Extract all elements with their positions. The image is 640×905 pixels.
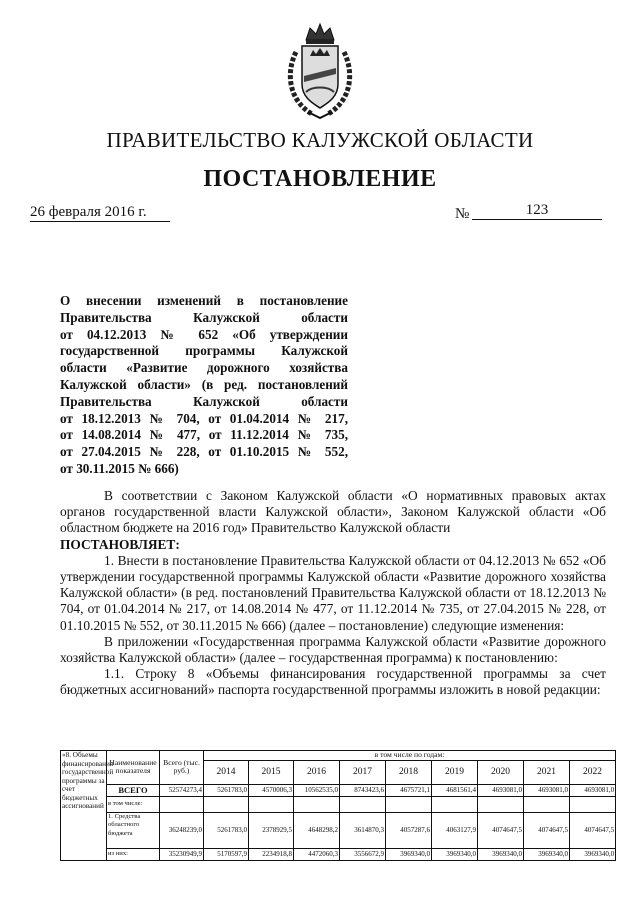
subject-line: Правительства Калужской области	[60, 393, 348, 409]
row-value: 4074647,5	[478, 812, 524, 848]
row-value: 4693081,0	[570, 784, 616, 796]
row-value: 2234918,8	[249, 848, 294, 860]
year-cell: 2022	[570, 760, 616, 784]
subject-line: от 04.12.2013 № 652 «Об утверждении	[60, 326, 348, 342]
document-type-title: ПОСТАНОВЛЕНИЕ	[203, 166, 437, 192]
government-title: ПРАВИТЕЛЬСТВО КАЛУЖСКОЙ ОБЛАСТИ	[106, 128, 534, 152]
row-total	[160, 796, 204, 812]
table-row	[61, 848, 616, 860]
row-value: 4675721,1	[386, 784, 432, 796]
row-total: 52574273,4	[160, 784, 204, 796]
table-header-row	[61, 751, 616, 761]
row-value: 5170597,9	[204, 848, 249, 860]
row-value: 3969340,0	[524, 848, 570, 860]
row-name: 1. Средства областного бюджета	[107, 812, 160, 848]
subject-line: государственной программы Калужской	[60, 343, 348, 359]
row-value	[294, 796, 340, 812]
year-cell: 2014	[204, 760, 249, 784]
row-value: 3614870,3	[340, 812, 386, 848]
row-value: 5261783,0	[204, 784, 249, 796]
financing-table	[60, 750, 616, 861]
decree-date: 26 февраля 2016 г.	[30, 204, 170, 222]
row-value: 4693081,0	[524, 784, 570, 796]
years-header: в том числе по годам:	[204, 751, 616, 761]
row-value: 4681561,4	[432, 784, 478, 796]
row-value: 10562535,0	[294, 784, 340, 796]
row-total: 35230949,9	[160, 848, 204, 860]
row-value	[386, 796, 432, 812]
preamble-paragraph: В соответствии с Законом Калужской области «О нормативных правовых актах органов государственной власти Калужской области», Законом Калужской области «Об областном бюджете на 2016 год» Правительство Калужской области	[60, 488, 606, 536]
subject-line: области «Развитие дорожного хозяйства	[60, 360, 348, 376]
year-cell: 2019	[432, 760, 478, 784]
row-value: 4063127,9	[432, 812, 478, 848]
decree-operative-word: ПОСТАНОВЛЯЕТ:	[60, 536, 180, 552]
row-value: 4648298,2	[294, 812, 340, 848]
subject-line: О внесении изменений в постановление	[60, 293, 348, 308]
row-value: 3556672,9	[340, 848, 386, 860]
row-value	[478, 796, 524, 812]
year-cell: 2020	[478, 760, 524, 784]
row-value	[340, 796, 386, 812]
decree-number: 123	[472, 202, 602, 220]
table-row	[61, 796, 616, 812]
row-value: 2378929,5	[249, 812, 294, 848]
row-total: 36248239,0	[160, 812, 204, 848]
row-value: 3969340,0	[478, 848, 524, 860]
subject-line: от 27.04.2015 № 228, от 01.10.2015 № 552,	[60, 444, 348, 460]
table-row	[61, 784, 616, 796]
row-value: 3969340,0	[570, 848, 616, 860]
year-cell: 2016	[294, 760, 340, 784]
year-cell: 2018	[386, 760, 432, 784]
row-value: 4693081,0	[478, 784, 524, 796]
decree-body	[60, 488, 606, 699]
decree-subject	[60, 293, 348, 478]
row-name: из них:	[107, 848, 160, 860]
clause-1-paragraph: 1. Внести в постановление Правительства Калужской области от 04.12.2013 № 652 «Об утверждении государственной программы Калужской области «Развитие дорожного хозяйства Калужской области» (в ред. постановлений Правительства Калужской области от 18.12.2013 № 704, от 01.04.2014 № 217, от 14.08.2014 № 477, от 11.12.2014 № 735, от 27.04.2015 № 228, от 01.10.2015 № 552, от 30.11.2015 № 666) (далее – постановление) следующие изменения:	[60, 552, 606, 633]
decree-number-label: №	[455, 206, 470, 222]
row-value: 4472060,3	[294, 848, 340, 860]
clause-1-1-paragraph: 1.1. Строку 8 «Объемы финансирования государственной программы за счет бюджетных ассигнований» паспорта государственной программы изложить в новой редакции:	[60, 666, 606, 698]
col-name-header: Наименование показателя	[107, 751, 160, 785]
row-value: 3969340,0	[386, 848, 432, 860]
subject-line: Калужской области» (в ред. постановлений	[60, 376, 348, 392]
subject-line: от 14.08.2014 № 477, от 11.12.2014 № 735,	[60, 427, 348, 443]
year-cell: 2017	[340, 760, 386, 784]
row-value	[249, 796, 294, 812]
row-name: ВСЕГО	[107, 784, 160, 796]
row-value	[524, 796, 570, 812]
row-value	[204, 796, 249, 812]
subject-line: от 18.12.2013 № 704, от 01.04.2014 № 217,	[60, 410, 348, 426]
table-row	[61, 812, 616, 848]
row-value: 8743423,6	[340, 784, 386, 796]
row-value: 4074647,5	[524, 812, 570, 848]
appendix-paragraph: В приложении «Государственная программа Калужской области «Развитие дорожного хозяйства Калужской области» (далее – государственная программа) к постановлению:	[60, 633, 606, 666]
row-value: 4057287,6	[386, 812, 432, 848]
subject-line: от 30.11.2015 № 666)	[60, 460, 179, 476]
subject-line: Правительства Калужской области	[60, 309, 348, 325]
table-row-label: «8. Объемы финансирования государственной программы за счет бюджетных ассигнований	[61, 751, 107, 861]
row-value	[570, 796, 616, 812]
row-value: 4570006,3	[249, 784, 294, 796]
year-cell: 2015	[249, 760, 294, 784]
row-name: в том числе:	[107, 796, 160, 812]
row-value: 4074647,5	[570, 812, 616, 848]
coat-of-arms-emblem	[282, 22, 358, 120]
col-total-header: Всего (тыс. руб.)	[160, 751, 204, 785]
year-cell: 2021	[524, 760, 570, 784]
row-value: 3969340,0	[432, 848, 478, 860]
row-value	[432, 796, 478, 812]
row-value: 5261783,0	[204, 812, 249, 848]
